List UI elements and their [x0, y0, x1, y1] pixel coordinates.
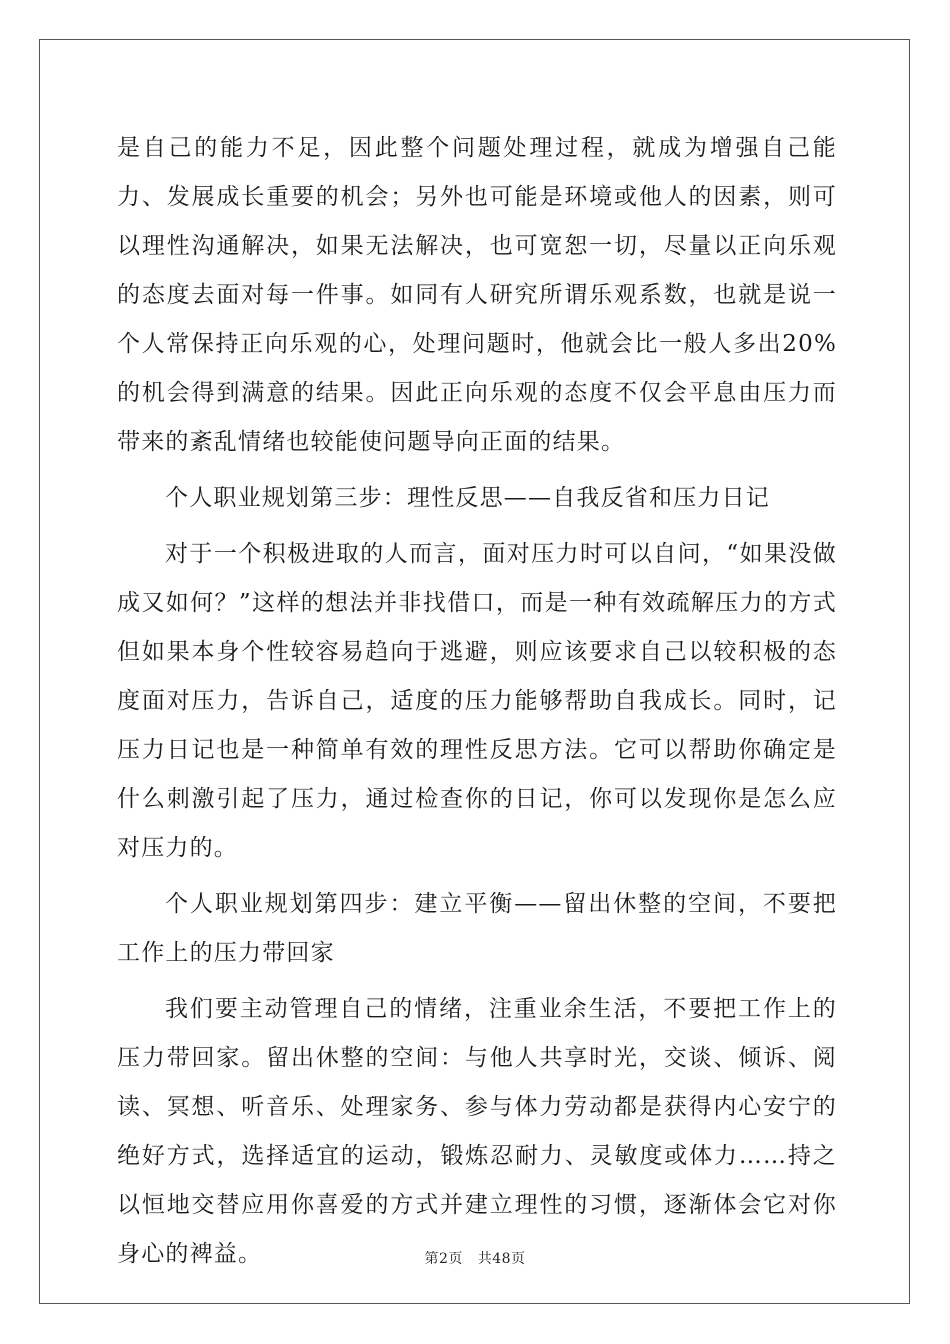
page-footer — [0, 1248, 950, 1268]
heading-step-three: 个人职业规划第三步：理性反思——自我反省和压力日记 — [165, 485, 770, 511]
paragraph-continuation: 是自己的能力不足，因此整个问题处理过程，就成为增强自己能力、发展成长重要的机会；另外也可能是环境或他人的因素，则可以理性沟通解决，如果无法解决，也可宽恕一切，尽量以正向乐观的态度去面对每一件事。如同有人研究所谓乐观系数，也就是说一个人常保持正向乐观的心，处理问题时，他就会比一般人多出20%的机会得到满意的结果。因此正向乐观的态度不仅会平息由压力而带来的紊乱情绪也较能使问题导向正面的结果。 — [117, 135, 837, 455]
paragraph-step-four: 我们要主动管理自己的情绪，注重业余生活，不要把工作上的压力带回家。留出休整的空间：与他人共享时光，交谈、倾诉、阅读、冥想、听音乐、处理家务、参与体力劳动都是获得内心安宁的绝好方式，选择适宜的运动，锻炼忍耐力、灵敏度或体力……持之以恒地交替应用你喜爱的方式并建立理性的习惯，逐渐体会它对你身心的裨益。 — [117, 996, 837, 1267]
paragraph-step-three: 对于一个积极进取的人而言，面对压力时可以自问，“如果没做成又如何？”这样的想法并非找借口，而是一种有效疏解压力的方式但如果本身个性较容易趋向于逃避，则应该要求自己以较积极的态度面对压力，告诉自己，适度的压力能够帮助自我成长。同时，记压力日记也是一种简单有效的理性反思方法。它可以帮助你确定是什么刺激引起了压力，通过检查你的日记，你可以发现你是怎么应对压力的。 — [117, 541, 837, 861]
heading-step-four: 个人职业规划第四步：建立平衡——留出休整的空间，不要把工作上的压力带回家 — [117, 891, 837, 966]
document-body — [117, 124, 837, 1279]
page-number: 第2页 共48页 — [424, 1251, 526, 1267]
